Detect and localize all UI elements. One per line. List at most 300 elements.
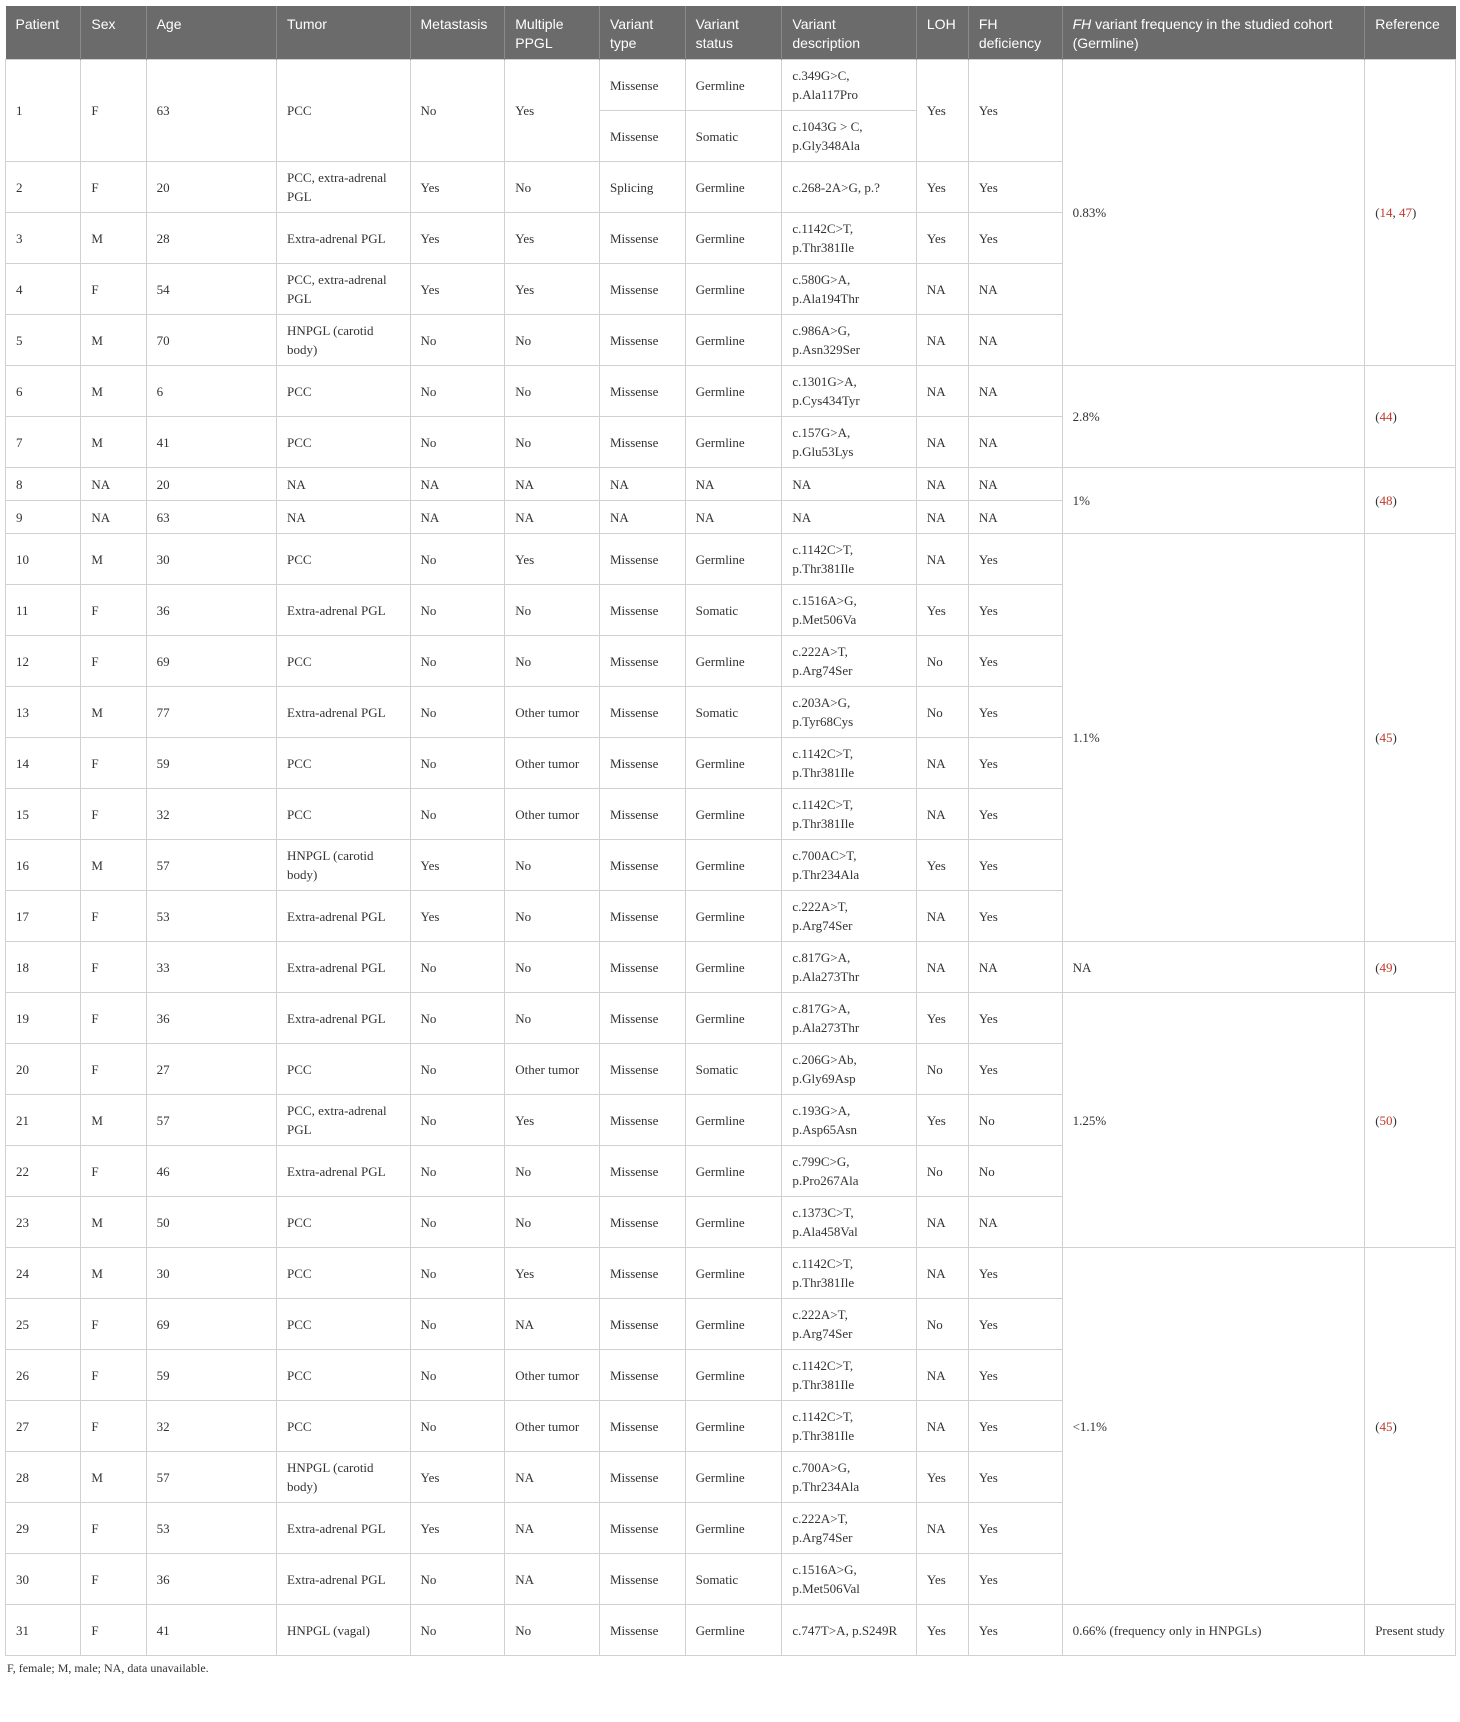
cell-sex: F (81, 789, 146, 840)
cell-variant-type: Missense (600, 1299, 686, 1350)
cell-reference (1365, 1248, 1456, 1605)
cell-sex: F (81, 738, 146, 789)
cell-sex: M (81, 366, 146, 417)
cell-multiple-ppgl: Other tumor (505, 1350, 600, 1401)
reference-paren-close: ) (1392, 409, 1397, 424)
cell-tumor: NA (277, 501, 410, 534)
cell-sex: F (81, 585, 146, 636)
cell-variant-status: Germline (685, 1401, 782, 1452)
cell-multiple-ppgl: Other tumor (505, 789, 600, 840)
cell-variant-type: Missense (600, 1095, 686, 1146)
cell-variant-status: Germline (685, 534, 782, 585)
cell-tumor: PCC (277, 1299, 410, 1350)
cell-metastasis: No (410, 1554, 505, 1605)
cell-fh-deficiency: Yes (968, 1044, 1062, 1095)
cell-tumor: HNPGL (carotid body) (277, 315, 410, 366)
cell-patient: 25 (6, 1299, 81, 1350)
cell-age: 57 (146, 840, 276, 891)
cell-variant-status: Germline (685, 1605, 782, 1656)
cell-variant-description: c.1142C>T, p.Thr381Ile (782, 1350, 917, 1401)
cell-metastasis: No (410, 993, 505, 1044)
cell-loh: No (916, 1044, 968, 1095)
cell-fh-deficiency: NA (968, 942, 1062, 993)
header-frequency-text: variant frequency in the studied cohort (Germline) (1072, 16, 1333, 51)
cell-metastasis: Yes (410, 264, 505, 315)
cell-fh-deficiency: No (968, 1095, 1062, 1146)
cell-fh-deficiency: Yes (968, 60, 1062, 162)
cell-tumor: Extra-adrenal PGL (277, 585, 410, 636)
cell-variant-description: c.1373C>T, p.Ala458Val (782, 1197, 917, 1248)
cell-tumor: PCC, extra-adrenal PGL (277, 264, 410, 315)
cell-age: 41 (146, 417, 276, 468)
cell-tumor: Extra-adrenal PGL (277, 1554, 410, 1605)
cell-metastasis: No (410, 585, 505, 636)
cell-loh: NA (916, 1503, 968, 1554)
cell-fh-deficiency: No (968, 1146, 1062, 1197)
cell-sex: F (81, 942, 146, 993)
cell-variant-description: c.222A>T, p.Arg74Ser (782, 636, 917, 687)
cell-loh: NA (916, 1197, 968, 1248)
cell-age: 69 (146, 636, 276, 687)
reference-link[interactable]: 48 (1379, 493, 1393, 508)
cell-reference (1365, 993, 1456, 1248)
cell-metastasis: No (410, 1605, 505, 1656)
cell-loh: No (916, 1146, 968, 1197)
cell-sex: F (81, 1401, 146, 1452)
cell-fh-deficiency: Yes (968, 534, 1062, 585)
cell-tumor: PCC (277, 1401, 410, 1452)
cell-variant-type: Missense (600, 1554, 686, 1605)
cell-loh: NA (916, 417, 968, 468)
cell-variant-status: NA (685, 501, 782, 534)
table-row (6, 942, 1456, 993)
cell-sex: NA (81, 468, 146, 501)
cell-tumor: PCC, extra-adrenal PGL (277, 1095, 410, 1146)
cell-variant-status: Germline (685, 840, 782, 891)
cell-metastasis: No (410, 60, 505, 162)
header-variant-status: Variant status (685, 6, 782, 60)
cell-multiple-ppgl: Other tumor (505, 738, 600, 789)
cell-age: 53 (146, 1503, 276, 1554)
reference-paren-close: ) (1392, 493, 1397, 508)
cell-multiple-ppgl: Yes (505, 534, 600, 585)
cell-age: 36 (146, 993, 276, 1044)
cell-multiple-ppgl: NA (505, 501, 600, 534)
cell-multiple-ppgl: NA (505, 1554, 600, 1605)
cell-patient: 12 (6, 636, 81, 687)
cell-variant-status: Germline (685, 1503, 782, 1554)
cell-reference (1365, 366, 1456, 468)
cell-multiple-ppgl: No (505, 942, 600, 993)
cell-metastasis: No (410, 1146, 505, 1197)
cell-variant-status: Germline (685, 1452, 782, 1503)
cell-tumor: NA (277, 468, 410, 501)
cell-fh-deficiency: NA (968, 264, 1062, 315)
cell-variant-description: NA (782, 501, 917, 534)
cell-variant-status: Somatic (685, 585, 782, 636)
cell-variant-status: Germline (685, 1248, 782, 1299)
cell-fh-deficiency: Yes (968, 687, 1062, 738)
cell-sex: F (81, 1299, 146, 1350)
cell-metastasis: No (410, 1299, 505, 1350)
cell-multiple-ppgl: No (505, 840, 600, 891)
cell-patient: 20 (6, 1044, 81, 1095)
cell-fh-deficiency: Yes (968, 1350, 1062, 1401)
cell-variant-status: Germline (685, 1350, 782, 1401)
cell-fh-deficiency: NA (968, 1197, 1062, 1248)
cell-loh: NA (916, 264, 968, 315)
cell-loh: Yes (916, 1452, 968, 1503)
cell-variant-type: Missense (600, 213, 686, 264)
cell-metastasis: No (410, 1248, 505, 1299)
cell-variant-description: c.1142C>T, p.Thr381Ile (782, 738, 917, 789)
table-row (6, 993, 1456, 1044)
cell-fh-deficiency: Yes (968, 1401, 1062, 1452)
cell-fh-deficiency: Yes (968, 1503, 1062, 1554)
cell-loh: NA (916, 366, 968, 417)
cell-multiple-ppgl: No (505, 1146, 600, 1197)
cell-fh-deficiency: NA (968, 468, 1062, 501)
cell-variant-description: NA (782, 468, 917, 501)
cell-variant-type: Missense (600, 315, 686, 366)
cell-tumor: PCC (277, 366, 410, 417)
cell-fh-deficiency: Yes (968, 891, 1062, 942)
cell-variant-status: Germline (685, 942, 782, 993)
header-frequency-gene: FH (1072, 16, 1092, 32)
cell-patient: 28 (6, 1452, 81, 1503)
cell-variant-status: Germline (685, 417, 782, 468)
cell-fh-deficiency: Yes (968, 162, 1062, 213)
table-row (6, 1605, 1456, 1656)
cell-variant-type: Missense (600, 1605, 686, 1656)
cell-tumor: PCC (277, 1248, 410, 1299)
cell-patient: 13 (6, 687, 81, 738)
cell-variant-description: c.349G>C, p.Ala117Pro (782, 60, 917, 111)
header-patient: Patient (6, 6, 81, 60)
cell-variant-description: c.700A>G, p.Thr234Ala (782, 1452, 917, 1503)
cell-age: 57 (146, 1095, 276, 1146)
cell-patient: 8 (6, 468, 81, 501)
cell-variant-type: Missense (600, 1503, 686, 1554)
cell-loh: NA (916, 1248, 968, 1299)
cell-sex: M (81, 534, 146, 585)
reference-paren-close: ) (1412, 205, 1417, 220)
cell-multiple-ppgl: NA (505, 1452, 600, 1503)
fh-variant-table (5, 6, 1456, 1656)
header-multiple-ppgl: Multiple PPGL (505, 6, 600, 60)
cell-variant-type: Missense (600, 993, 686, 1044)
cell-multiple-ppgl: Yes (505, 1095, 600, 1146)
cell-multiple-ppgl: No (505, 891, 600, 942)
cell-variant-description: c.817G>A, p.Ala273Thr (782, 993, 917, 1044)
cell-variant-status: Germline (685, 993, 782, 1044)
cell-variant-type: Missense (600, 1401, 686, 1452)
cell-tumor: HNPGL (carotid body) (277, 1452, 410, 1503)
reference-paren-close: ) (1392, 730, 1397, 745)
cell-variant-type: Missense (600, 366, 686, 417)
reference-link[interactable]: 49 (1379, 959, 1393, 975)
cell-variant-status: Germline (685, 1197, 782, 1248)
cell-sex: M (81, 1197, 146, 1248)
cell-patient: 1 (6, 60, 81, 162)
cell-loh: Yes (916, 1605, 968, 1656)
cell-variant-type: Missense (600, 60, 686, 111)
cell-multiple-ppgl: No (505, 636, 600, 687)
cell-sex: F (81, 60, 146, 162)
cell-variant-status: Germline (685, 366, 782, 417)
cell-sex: M (81, 417, 146, 468)
cell-patient: 30 (6, 1554, 81, 1605)
table-row (6, 534, 1456, 585)
cell-variant-type: NA (600, 468, 686, 501)
cell-tumor: Extra-adrenal PGL (277, 891, 410, 942)
reference-link[interactable]: 45 (1379, 1418, 1393, 1434)
cell-sex: F (81, 1503, 146, 1554)
table-row (6, 60, 1456, 111)
cell-variant-status: Germline (685, 315, 782, 366)
cell-loh: Yes (916, 162, 968, 213)
cell-metastasis: No (410, 1401, 505, 1452)
cell-patient: 10 (6, 534, 81, 585)
cell-age: 59 (146, 738, 276, 789)
cell-loh: Yes (916, 60, 968, 162)
reference-paren-close: ) (1392, 1418, 1397, 1434)
cell-multiple-ppgl: Other tumor (505, 687, 600, 738)
table-row (6, 366, 1456, 417)
cell-variant-description: c.700AC>T, p.Thr234Ala (782, 840, 917, 891)
cell-metastasis: No (410, 1350, 505, 1401)
cell-patient: 29 (6, 1503, 81, 1554)
header-loh: LOH (916, 6, 968, 60)
cell-tumor: HNPGL (carotid body) (277, 840, 410, 891)
cell-variant-description: c.1142C>T, p.Thr381Ile (782, 789, 917, 840)
cell-age: 41 (146, 1605, 276, 1656)
cell-fh-deficiency: NA (968, 501, 1062, 534)
cell-multiple-ppgl: No (505, 366, 600, 417)
table-row (6, 468, 1456, 501)
cell-multiple-ppgl: No (505, 1197, 600, 1248)
cell-multiple-ppgl: No (505, 993, 600, 1044)
cell-variant-description: c.1516A>G, p.Met506Val (782, 1554, 917, 1605)
cell-metastasis: No (410, 366, 505, 417)
reference-link-14[interactable]: 14 (1379, 205, 1393, 220)
cell-age: 28 (146, 213, 276, 264)
cell-age: 36 (146, 1554, 276, 1605)
reference-paren-open: ( (1375, 959, 1380, 975)
cell-multiple-ppgl: No (505, 417, 600, 468)
cell-variant-description: c.222A>T, p.Arg74Ser (782, 891, 917, 942)
cell-fh-deficiency: NA (968, 417, 1062, 468)
cell-fh-deficiency: Yes (968, 1248, 1062, 1299)
cell-sex: F (81, 1044, 146, 1095)
cell-variant-status: Germline (685, 891, 782, 942)
cell-age: 63 (146, 60, 276, 162)
cell-loh: NA (916, 789, 968, 840)
cell-sex: M (81, 1095, 146, 1146)
reference-paren-open: ( (1375, 1112, 1380, 1128)
cell-multiple-ppgl: NA (505, 1299, 600, 1350)
cell-variant-status: Somatic (685, 687, 782, 738)
cell-variant-status: Germline (685, 162, 782, 213)
cell-age: 53 (146, 891, 276, 942)
cell-tumor: Extra-adrenal PGL (277, 1503, 410, 1554)
cell-age: 70 (146, 315, 276, 366)
cell-patient: 24 (6, 1248, 81, 1299)
cell-loh: NA (916, 501, 968, 534)
cell-metastasis: No (410, 738, 505, 789)
reference-paren-open: ( (1375, 1418, 1380, 1434)
cell-variant-description: c.1142C>T, p.Thr381Ile (782, 213, 917, 264)
cell-loh: Yes (916, 585, 968, 636)
cell-variant-status: Germline (685, 789, 782, 840)
cell-fh-deficiency: NA (968, 315, 1062, 366)
cell-variant-description: c.799C>G, p.Pro267Ala (782, 1146, 917, 1197)
cell-fh-deficiency: Yes (968, 840, 1062, 891)
cell-metastasis: No (410, 534, 505, 585)
cell-age: 6 (146, 366, 276, 417)
header-variant-frequency (1062, 6, 1365, 60)
cell-metastasis: Yes (410, 1503, 505, 1554)
cell-multiple-ppgl: Yes (505, 264, 600, 315)
cell-loh: Yes (916, 213, 968, 264)
cell-variant-type: Missense (600, 1350, 686, 1401)
cell-variant-status: Germline (685, 264, 782, 315)
cell-variant-description: c.747T>A, p.S249R (782, 1605, 917, 1656)
cell-tumor: Extra-adrenal PGL (277, 993, 410, 1044)
cell-variant-type: Missense (600, 417, 686, 468)
cell-tumor: PCC (277, 1044, 410, 1095)
cell-tumor: PCC (277, 738, 410, 789)
cell-variant-description: c.1516A>G, p.Met506Va (782, 585, 917, 636)
cell-variant-status: Somatic (685, 1044, 782, 1095)
table-container (5, 6, 1456, 1676)
cell-age: 30 (146, 534, 276, 585)
cell-patient: 16 (6, 840, 81, 891)
cell-variant-type: Missense (600, 111, 686, 162)
header-tumor: Tumor (277, 6, 410, 60)
cell-variant-description: c.193G>A, p.Asp65Asn (782, 1095, 917, 1146)
cell-age: 46 (146, 1146, 276, 1197)
cell-variant-frequency: 1% (1062, 468, 1365, 534)
cell-tumor: PCC (277, 417, 410, 468)
reference-separator: , (1392, 205, 1400, 220)
cell-variant-description: c.986A>G, p.Asn329Ser (782, 315, 917, 366)
cell-variant-type: Missense (600, 636, 686, 687)
cell-variant-frequency: 0.66% (frequency only in HNPGLs) (1062, 1605, 1365, 1656)
cell-sex: F (81, 162, 146, 213)
cell-metastasis: Yes (410, 891, 505, 942)
header-metastasis: Metastasis (410, 6, 505, 60)
cell-fh-deficiency: Yes (968, 1299, 1062, 1350)
cell-metastasis: No (410, 687, 505, 738)
cell-age: 50 (146, 1197, 276, 1248)
cell-tumor: HNPGL (vagal) (277, 1605, 410, 1656)
cell-metastasis: Yes (410, 213, 505, 264)
cell-patient: 17 (6, 891, 81, 942)
cell-loh: No (916, 687, 968, 738)
cell-variant-status: Germline (685, 1299, 782, 1350)
cell-variant-type: Missense (600, 891, 686, 942)
cell-age: 30 (146, 1248, 276, 1299)
reference-paren-close: ) (1392, 1112, 1397, 1128)
cell-variant-description: c.268-2A>G, p.? (782, 162, 917, 213)
cell-sex: M (81, 1452, 146, 1503)
cell-multiple-ppgl: Yes (505, 60, 600, 162)
cell-patient: 27 (6, 1401, 81, 1452)
cell-tumor: PCC (277, 534, 410, 585)
reference-link[interactable]: 44 (1379, 409, 1393, 424)
cell-fh-deficiency: Yes (968, 213, 1062, 264)
cell-sex: NA (81, 501, 146, 534)
cell-variant-description: c.1043G > C, p.Gly348Ala (782, 111, 917, 162)
cell-sex: F (81, 1146, 146, 1197)
cell-multiple-ppgl: NA (505, 1503, 600, 1554)
cell-loh: NA (916, 738, 968, 789)
cell-variant-type: Missense (600, 789, 686, 840)
cell-reference (1365, 942, 1456, 993)
cell-metastasis: No (410, 1197, 505, 1248)
cell-loh: NA (916, 942, 968, 993)
reference-link[interactable]: 50 (1379, 1112, 1393, 1128)
cell-metastasis: No (410, 417, 505, 468)
cell-multiple-ppgl: Other tumor (505, 1401, 600, 1452)
cell-variant-status: Germline (685, 1095, 782, 1146)
cell-variant-description: c.157G>A, p.Glu53Lys (782, 417, 917, 468)
cell-variant-frequency: 1.1% (1062, 534, 1365, 942)
cell-variant-frequency: 2.8% (1062, 366, 1365, 468)
cell-variant-type: Missense (600, 1197, 686, 1248)
cell-sex: F (81, 993, 146, 1044)
cell-variant-status: Germline (685, 213, 782, 264)
cell-variant-description: c.1142C>T, p.Thr381Ile (782, 534, 917, 585)
cell-variant-type: Missense (600, 1452, 686, 1503)
cell-variant-description: c.580G>A, p.Ala194Thr (782, 264, 917, 315)
header-fh-deficiency: FH deficiency (968, 6, 1062, 60)
reference-paren-open: ( (1375, 205, 1380, 220)
header-age: Age (146, 6, 276, 60)
cell-patient: 31 (6, 1605, 81, 1656)
reference-link[interactable]: 45 (1379, 730, 1393, 745)
cell-loh: NA (916, 468, 968, 501)
cell-fh-deficiency: Yes (968, 789, 1062, 840)
reference-link-47[interactable]: 47 (1399, 205, 1413, 220)
cell-variant-status: Germline (685, 636, 782, 687)
cell-variant-type: Missense (600, 1248, 686, 1299)
reference-paren-open: ( (1375, 493, 1380, 508)
table-row (6, 1248, 1456, 1299)
cell-patient: 19 (6, 993, 81, 1044)
cell-multiple-ppgl: No (505, 585, 600, 636)
cell-variant-description: c.1301G>A, p.Cys434Tyr (782, 366, 917, 417)
cell-variant-status: Germline (685, 60, 782, 111)
cell-variant-type: Missense (600, 942, 686, 993)
cell-variant-description: c.1142C>T, p.Thr381Ile (782, 1248, 917, 1299)
cell-metastasis: Yes (410, 162, 505, 213)
cell-patient: 14 (6, 738, 81, 789)
cell-variant-description: c.203A>G, p.Tyr68Cys (782, 687, 917, 738)
cell-tumor: Extra-adrenal PGL (277, 687, 410, 738)
cell-sex: F (81, 1350, 146, 1401)
cell-tumor: PCC (277, 1350, 410, 1401)
cell-loh: No (916, 1299, 968, 1350)
cell-variant-type: Missense (600, 738, 686, 789)
cell-tumor: Extra-adrenal PGL (277, 213, 410, 264)
cell-loh: No (916, 636, 968, 687)
cell-variant-status: NA (685, 468, 782, 501)
cell-patient: 26 (6, 1350, 81, 1401)
cell-sex: F (81, 1554, 146, 1605)
cell-age: 54 (146, 264, 276, 315)
